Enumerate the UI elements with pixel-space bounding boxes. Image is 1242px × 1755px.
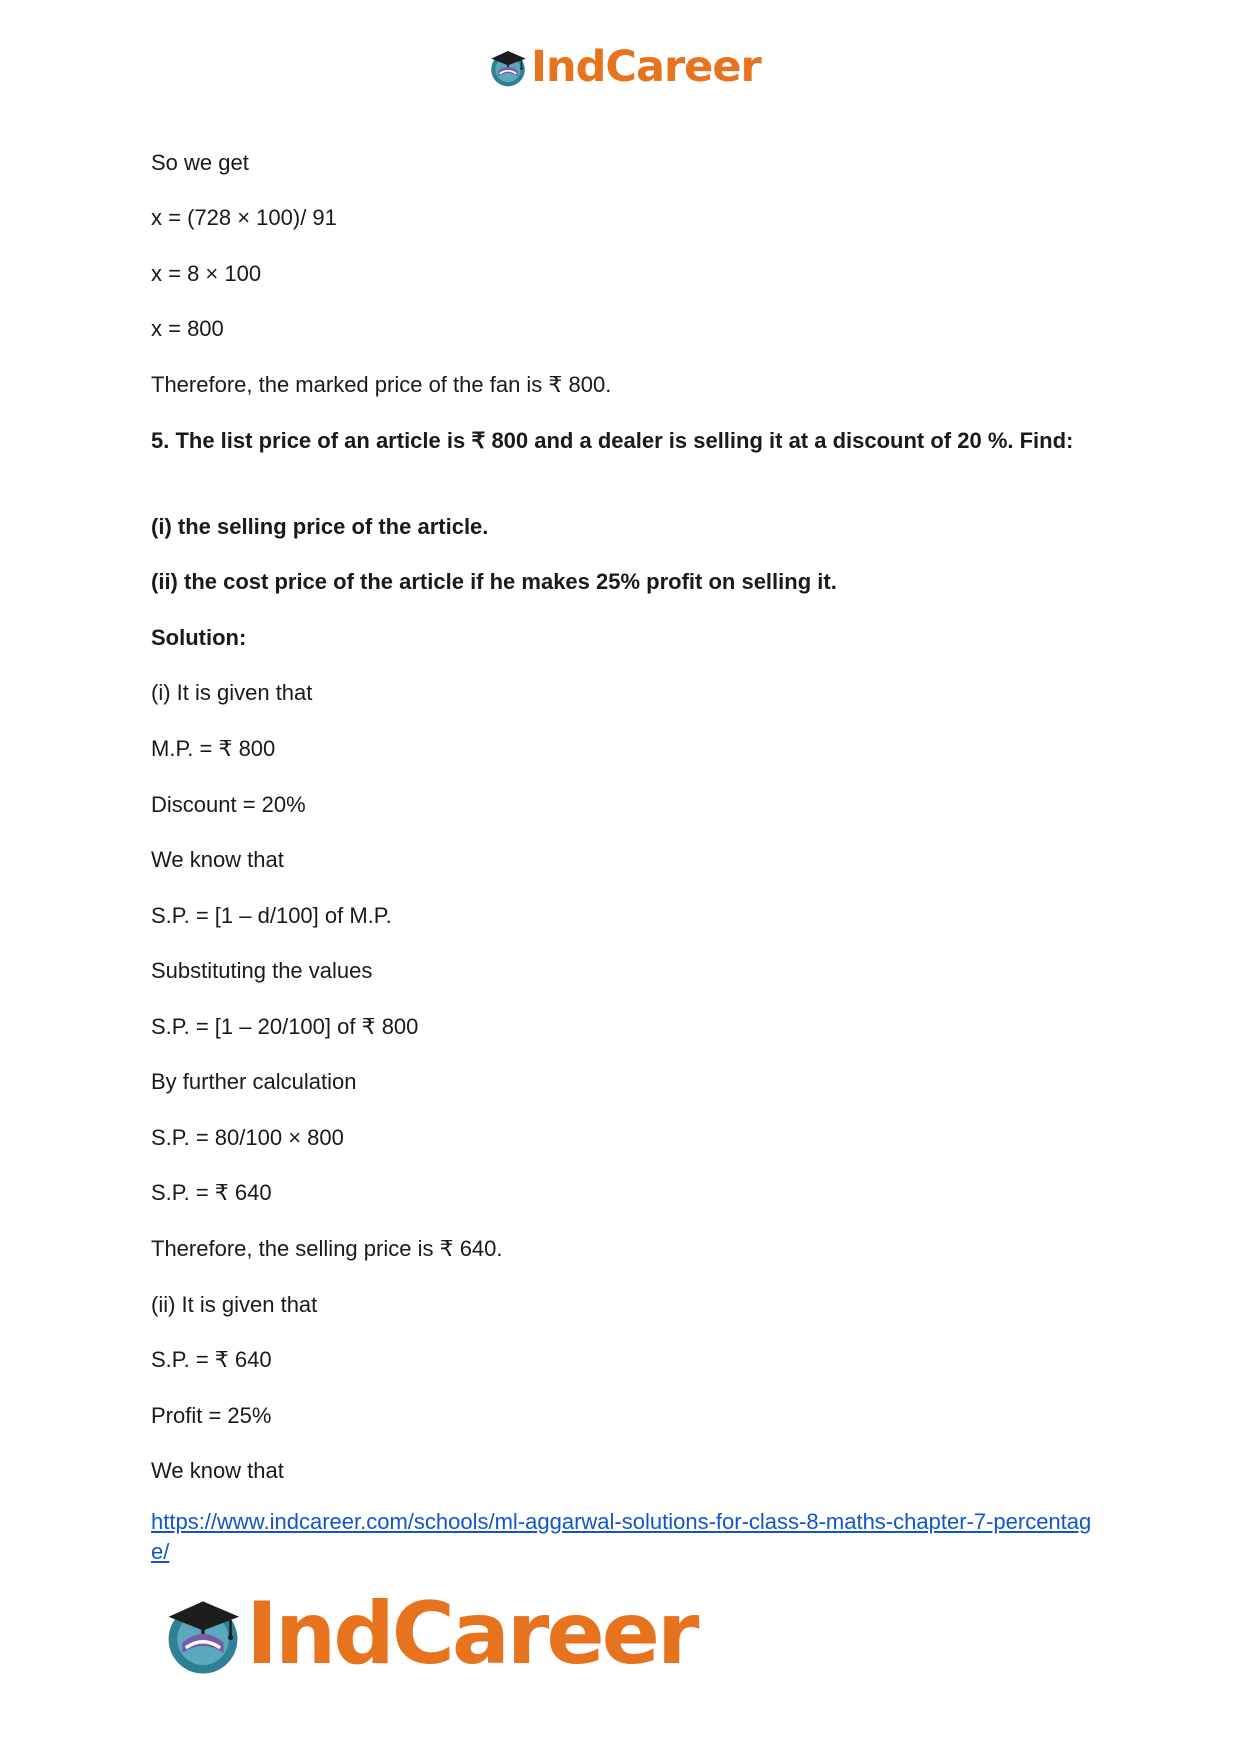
logo-wordmark: IndCareer — [531, 41, 761, 92]
solution-line: We know that — [151, 847, 284, 872]
solution-line: Discount = 20% — [151, 792, 306, 817]
solution-line: Therefore, the selling price is ₹ 640. — [151, 1236, 503, 1261]
footer-logo — [160, 1584, 697, 1684]
solution-line: S.P. = ₹ 640 — [151, 1347, 272, 1372]
text-line: x = 8 × 100 — [151, 261, 262, 286]
text-line: x = 800 — [151, 316, 224, 341]
solution-line: (ii) It is given that — [151, 1292, 318, 1317]
graduation-cap-globe-icon — [487, 46, 529, 88]
source-url-link[interactable]: https://www.indcareer.com/schools/ml-aggarwal-solutions-for-class-8-maths-chapter-7-percentage/ — [151, 1509, 1092, 1564]
solution-line: S.P. = [1 – 20/100] of ₹ 800 — [151, 1014, 419, 1039]
solution-line: By further calculation — [151, 1069, 357, 1094]
question-part: (i) the selling price of the article. — [151, 514, 489, 539]
text-line: x = (728 × 100)/ 91 — [151, 205, 337, 230]
solution-line: M.P. = ₹ 800 — [151, 736, 276, 761]
solution-line: We know that — [151, 1458, 284, 1483]
question-part: (ii) the cost price of the article if he makes 25% profit on selling it. — [151, 569, 837, 594]
graduation-cap-globe-icon — [160, 1591, 246, 1677]
solution-line: (i) It is given that — [151, 680, 313, 705]
solution-line: S.P. = ₹ 640 — [151, 1180, 272, 1205]
question-heading: 5. The list price of an article is ₹ 800 and a dealer is selling it at a discount of 20 %. Find: — [151, 428, 1074, 453]
text-line: Therefore, the marked price of the fan is ₹ 800. — [151, 372, 612, 397]
solution-line: S.P. = 80/100 × 800 — [151, 1125, 344, 1150]
solution-line: S.P. = [1 – d/100] of M.P. — [151, 903, 392, 928]
logo-wordmark: IndCareer — [246, 1584, 697, 1684]
header-logo — [487, 42, 761, 92]
solution-line: Substituting the values — [151, 958, 373, 983]
solution-label: Solution: — [151, 625, 247, 650]
text-line: So we get — [151, 150, 249, 175]
solution-line: Profit = 25% — [151, 1403, 272, 1428]
